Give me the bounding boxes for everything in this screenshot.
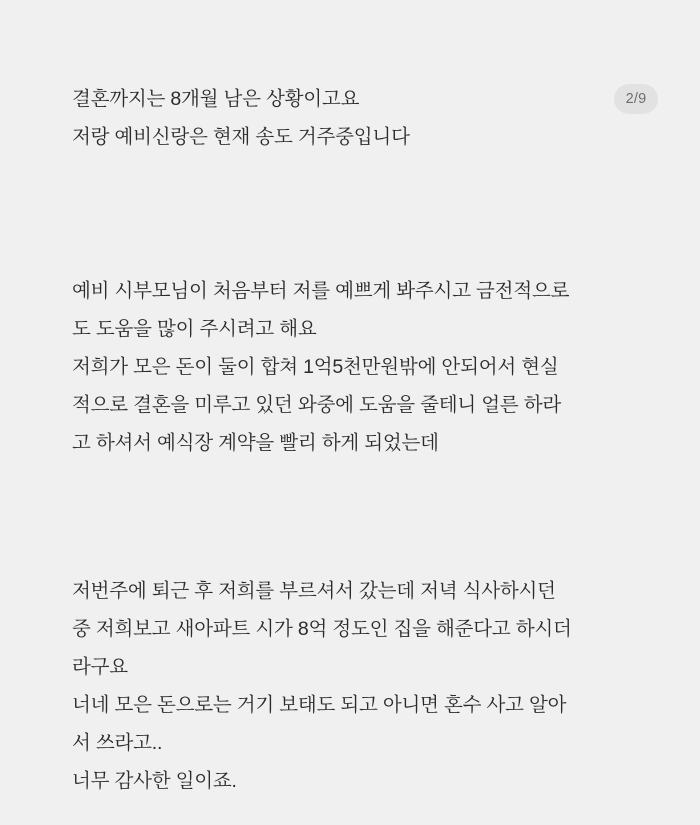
page-counter-badge: 2/9: [614, 84, 658, 114]
paragraph-1: 결혼까지는 8개월 남은 상황이고요 저랑 예비신랑은 현재 송도 거주중입니다: [72, 88, 410, 148]
paragraph-2: 예비 시부모님이 처음부터 저를 예쁘게 봐주시고 금전적으로 도 도움을 많이 주시려고 해요 저희가 모은 돈이 둘이 합쳐 1억5천만원밖에 안되어서 현실 적으로 결혼을 미루고 있던 와중에 도움을 줄테니 얼른 하라 고 하셔서 예식장 계약을 빨리 하게 되었는데: [72, 280, 570, 454]
post-text-body: [72, 80, 632, 800]
paragraph-3: 저번주에 퇴근 후 저희를 부르셔서 갔는데 저녁 식사하시던 중 저희보고 새아파트 시가 8억 정도인 집을 해준다고 하시더 라구요 너네 모은 돈으로는 거기 보태도 되고 아니면 혼수 사고 알아 서 쓰라고.. 너무 감사한 일이죠.: [72, 580, 572, 792]
